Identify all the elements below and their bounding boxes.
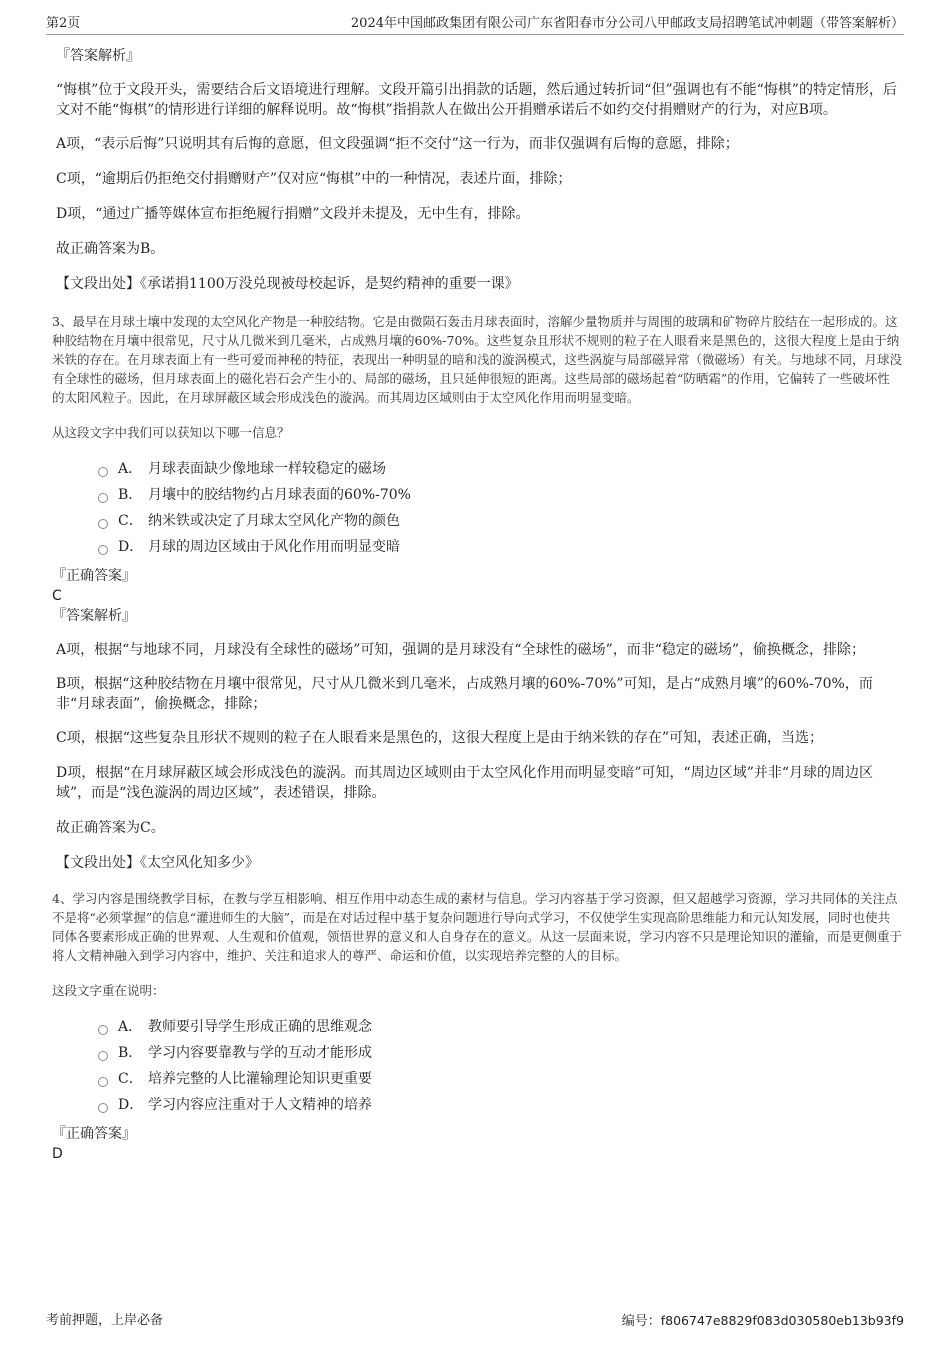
option-text: 月球的周边区域由于风化作用而明显变暗 — [148, 539, 400, 555]
q3-option-b[interactable]: B． 月壤中的胶结物约占月球表面的60%-70% — [98, 482, 902, 508]
q3-answer-label: 『正确答案』 — [52, 568, 136, 584]
option-text: 培养完整的人比灌输理论知识更重要 — [148, 1071, 372, 1087]
radio-icon[interactable] — [98, 545, 108, 555]
option-text: 教师要引导学生形成正确的思维观念 — [148, 1019, 372, 1035]
radio-icon[interactable] — [98, 1103, 108, 1113]
q4-option-b[interactable]: B． 学习内容要靠教与学的互动才能形成 — [98, 1040, 902, 1066]
option-text: 纳米铁或决定了月球太空风化产物的颜色 — [148, 513, 400, 529]
footer-code-label: 编号： — [621, 1314, 661, 1329]
q4-answer-label: 『正确答案』 — [52, 1126, 136, 1142]
q3-options — [56, 456, 902, 560]
q3-answer: C — [52, 588, 62, 604]
page-content — [52, 44, 903, 1164]
radio-icon[interactable] — [98, 467, 108, 477]
q3-analysis-b: B项，根据“这种胶结物在月壤中很常见，尺寸从几微米到几毫米，占成熟月壤的60%-70%”可知，是占“成熟月壤”的60%-70%，而非“月球表面”，偷换概念，排除； — [56, 676, 873, 712]
page-header — [46, 16, 904, 35]
radio-icon[interactable] — [98, 519, 108, 529]
radio-icon[interactable] — [98, 1077, 108, 1087]
q2-analysis-a: A项，“表示后悔”只说明其有后悔的意愿，但文段强调“拒不交付”这一行为，而非仅强调有后悔的意愿，排除； — [56, 136, 739, 152]
q2-analysis-text: “悔棋”位于文段开头，需要结合后文语境进行理解。文段开篇引出捐款的话题，然后通过转折词“但”强调也有不能“悔棋”的特定情形，后文对不能“悔棋”的情形进行详细的解释说明。故“悔棋”指捐款人在做出公开捐赠承诺后不如约交付捐赠财产的行为，对应B项。 — [56, 82, 897, 118]
q2-conclusion: 故正确答案为B。 — [56, 241, 165, 257]
q3-option-a[interactable]: A． 月球表面缺少像地球一样较稳定的磁场 — [98, 456, 902, 482]
q3-analysis-d: D项，根据“在月球屏蔽区域会形成浅色的漩涡。而其周边区域则由于太空风化作用而明显变暗”可知，“周边区域”并非“月球的周边区域”，而是“浅色漩涡的周边区域”，表述错误，排除。 — [56, 765, 874, 801]
q3-analysis-a: A项，根据“与地球不同，月球没有全球性的磁场”可知，强调的是月球没有“全球性的磁场”，而非“稳定的磁场”，偷换概念，排除； — [56, 642, 866, 658]
q4-option-c[interactable]: C． 培养完整的人比灌输理论知识更重要 — [98, 1066, 902, 1092]
radio-icon[interactable] — [98, 493, 108, 503]
q4-answer: D — [52, 1146, 63, 1162]
footer-slogan: 考前押题，上岸必备 — [46, 1313, 164, 1328]
q4-option-a[interactable]: A． 教师要引导学生形成正确的思维观念 — [98, 1014, 902, 1040]
q4-options — [56, 1014, 902, 1118]
q3-source: 【文段出处】《太空风化知多少》 — [56, 855, 259, 871]
q4-option-d[interactable]: D． 学习内容应注重对于人文精神的培养 — [98, 1092, 902, 1118]
option-text: 月壤中的胶结物约占月球表面的60%-70% — [148, 487, 411, 503]
radio-icon[interactable] — [98, 1051, 108, 1061]
q2-source: 【文段出处】《承诺捐1100万没兑现被母校起诉，是契约精神的重要一课》 — [56, 276, 519, 292]
q2-analysis-label: 『答案解析』 — [56, 48, 140, 64]
page-footer — [46, 1313, 904, 1331]
q2-analysis-c: C项，“逾期后仍拒绝交付捐赠财产”仅对应“悔棋”中的一种情况，表述片面，排除； — [56, 171, 572, 187]
q3-analysis-c: C项，根据“这些复杂且形状不规则的粒子在人眼看来是黑色的，这很大程度上是由于纳米铁的存在”可知，表述正确，当选； — [56, 730, 824, 746]
q3-conclusion: 故正确答案为C。 — [56, 820, 165, 836]
q2-analysis-d: D项，“通过广播等媒体宣布拒绝履行捐赠”文段并未提及，无中生有，排除。 — [56, 206, 530, 222]
option-text: 学习内容应注重对于人文精神的培养 — [148, 1097, 372, 1113]
footer-code — [622, 1313, 904, 1330]
option-text: 学习内容要靠教与学的互动才能形成 — [148, 1045, 372, 1061]
page-number: 第2页 — [46, 16, 81, 31]
q3-option-d[interactable]: D． 月球的周边区域由于风化作用而明显变暗 — [98, 534, 902, 560]
radio-icon[interactable] — [98, 1025, 108, 1035]
q4-question: 这段文字重在说明： — [52, 983, 165, 998]
q3-option-c[interactable]: C． 纳米铁或决定了月球太空风化产物的颜色 — [98, 508, 902, 534]
option-text: 月球表面缺少像地球一样较稳定的磁场 — [148, 461, 386, 477]
document-title: 2024年中国邮政集团有限公司广东省阳春市分公司八甲邮政支局招聘笔试冲刺题（带答案解析） — [350, 16, 904, 31]
q3-question: 从这段文字中我们可以获知以下哪一信息？ — [52, 425, 290, 440]
q4-stem: 4、学习内容是围绕教学目标，在教与学互相影响、相互作用中动态生成的素材与信息。学习内容基于学习资源，但又超越学习资源，学习共同体的关注点不是将“必须掌握”的信息“灌进师生的大脑”，而是在对话过程中基于复杂问题进行导向式学习，不仅使学生实现高阶思维能力和元认知发展，同时也使共同体各要素形成正确的世界观、人生观和价值观，领悟世界的意义和人自身存在的意义。从这一层面来说，学习内容不只是理论知识的灌输，而是更侧重于将人文精神融入到学习内容中，维护、关注和追求人的尊严、命运和价值，以实现培养完整的人的目标。 — [52, 891, 903, 963]
q3-stem: 3、最早在月球土壤中发现的太空风化产物是一种胶结物。它是由微陨石轰击月球表面时，溶解少量物质并与周围的玻璃和矿物碎片胶结在一起形成的。这种胶结物在月壤中很常见，尺寸从几微米到几毫米，占成熟月壤的60%-70%。这些复杂且形状不规则的粒子在人眼看来是黑色的，这很大程度上是由于纳米铁的存在。在月球表面上有一些可爱而神秘的特征，表现出一种明显的暗和浅的漩涡模式，这些涡旋与局部磁异常（微磁场）有关。与地球不同，月球没有全球性的磁场，但月球表面上的磁化岩石会产生小的、局部的磁场，且只延伸很短的距离。这些局部的磁场起着“防晒霜”的作用，它偏转了一些破坏性的太阳风粒子。因此，在月球屏蔽区域会形成浅色的漩涡。而其周边区域则由于太空风化作用而明显变暗。 — [52, 314, 903, 405]
q3-analysis-label: 『答案解析』 — [52, 608, 136, 624]
footer-code-value: f806747e8829f083d030580eb13b93f9 — [660, 1313, 904, 1328]
